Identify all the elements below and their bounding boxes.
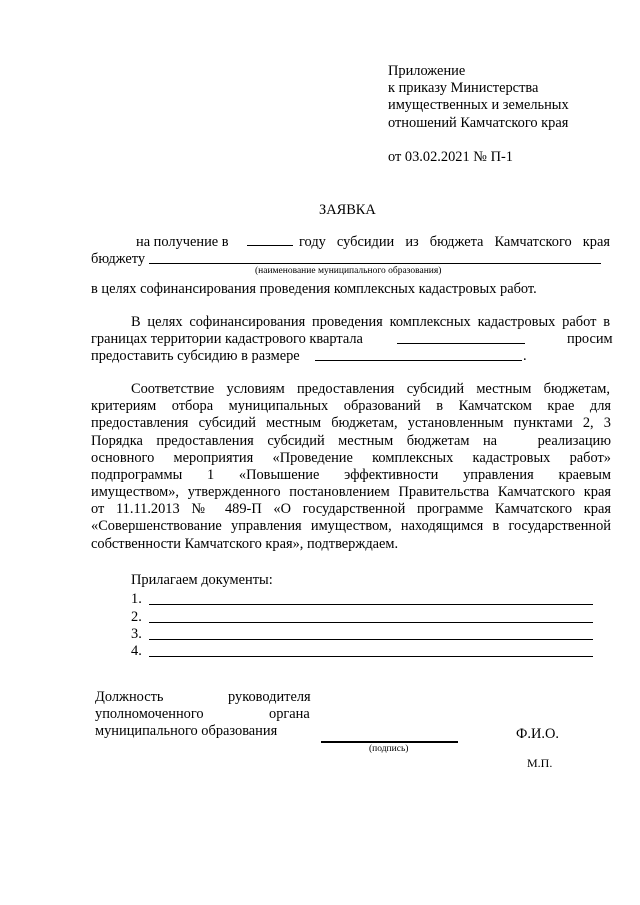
- attachment-number: 1.: [131, 591, 142, 607]
- p1-line-1: В целях софинансирования проведения комплексных кадастровых работ в: [131, 314, 610, 330]
- signature-line: [321, 741, 458, 743]
- p2-line: подпрограммы 1 «Повышение эффективности управления краевым: [91, 467, 611, 483]
- attachment-number: 4.: [131, 643, 142, 659]
- order-reference: от 03.02.2021 № П-1: [388, 149, 513, 165]
- attachment-line: [149, 656, 593, 657]
- municipality-blank-line: [149, 263, 601, 264]
- p2-line: основного мероприятия «Проведение комплексных кадастровых работ»: [91, 450, 611, 466]
- p2-line: собственности Камчатского края», подтверждаем.: [91, 536, 399, 552]
- year-blank-line: [247, 245, 293, 246]
- p2-line: предоставления субсидий местным бюджетам, установленным пунктами 2, 3: [91, 415, 611, 431]
- intro-part-2: году субсидии из бюджета Камчатского края: [299, 234, 610, 250]
- signatory-title-1b: руководителя: [228, 689, 311, 705]
- attachments-heading: Прилагаем документы:: [131, 572, 273, 588]
- header-line-1: Приложение: [388, 63, 466, 79]
- stamp-place-label: М.П.: [527, 756, 553, 770]
- attachment-number: 3.: [131, 626, 142, 642]
- header-line-2: к приказу Министерства: [388, 80, 539, 96]
- p2-line: имуществом», утвержденного постановлением Правительства Камчатского края: [91, 484, 611, 500]
- municipality-caption: (наименование муниципального образования): [255, 266, 442, 276]
- signatory-title-1a: Должность: [95, 689, 164, 705]
- p2-line: «Совершенствование управления имуществом, находящимся в государственной: [91, 518, 611, 534]
- amount-blank-line: [315, 360, 522, 361]
- p2-line: критериям отбора муниципальных образований в Камчатском крае для: [91, 398, 611, 414]
- p1-line-3b: .: [523, 348, 527, 364]
- p1-line-2b: просим: [567, 331, 613, 347]
- quarter-blank-line: [397, 343, 525, 344]
- purpose-line: в целях софинансирования проведения комплексных кадастровых работ.: [91, 281, 537, 297]
- attachment-line: [149, 639, 593, 640]
- signature-caption: (подпись): [369, 744, 409, 754]
- fio-label: Ф.И.О.: [516, 726, 559, 742]
- signatory-title-2a: уполномоченного: [95, 706, 204, 722]
- p1-line-2a: границах территории кадастрового квартала: [91, 331, 363, 347]
- p1-line-3a: предоставить субсидию в размере: [91, 348, 300, 364]
- header-line-4: отношений Камчатского края: [388, 115, 569, 131]
- intro-part-1: на получение в: [136, 234, 229, 250]
- budget-label: бюджету: [91, 251, 146, 267]
- document-title: ЗАЯВКА: [319, 202, 376, 218]
- p2-line: Соответствие условиям предоставления субсидий местным бюджетам,: [131, 381, 610, 397]
- header-line-3: имущественных и земельных: [388, 97, 569, 113]
- p2-line: Порядка предоставления субсидий местным бюджетам на реализацию: [91, 433, 611, 449]
- attachment-line: [149, 622, 593, 623]
- p2-line: от 11.11.2013 № 489-П «О государственной программе Камчатского края: [91, 501, 611, 517]
- signatory-title-3: муниципального образования: [95, 723, 278, 739]
- attachment-number: 2.: [131, 609, 142, 625]
- signatory-title-2b: органа: [269, 706, 310, 722]
- attachment-line: [149, 604, 593, 605]
